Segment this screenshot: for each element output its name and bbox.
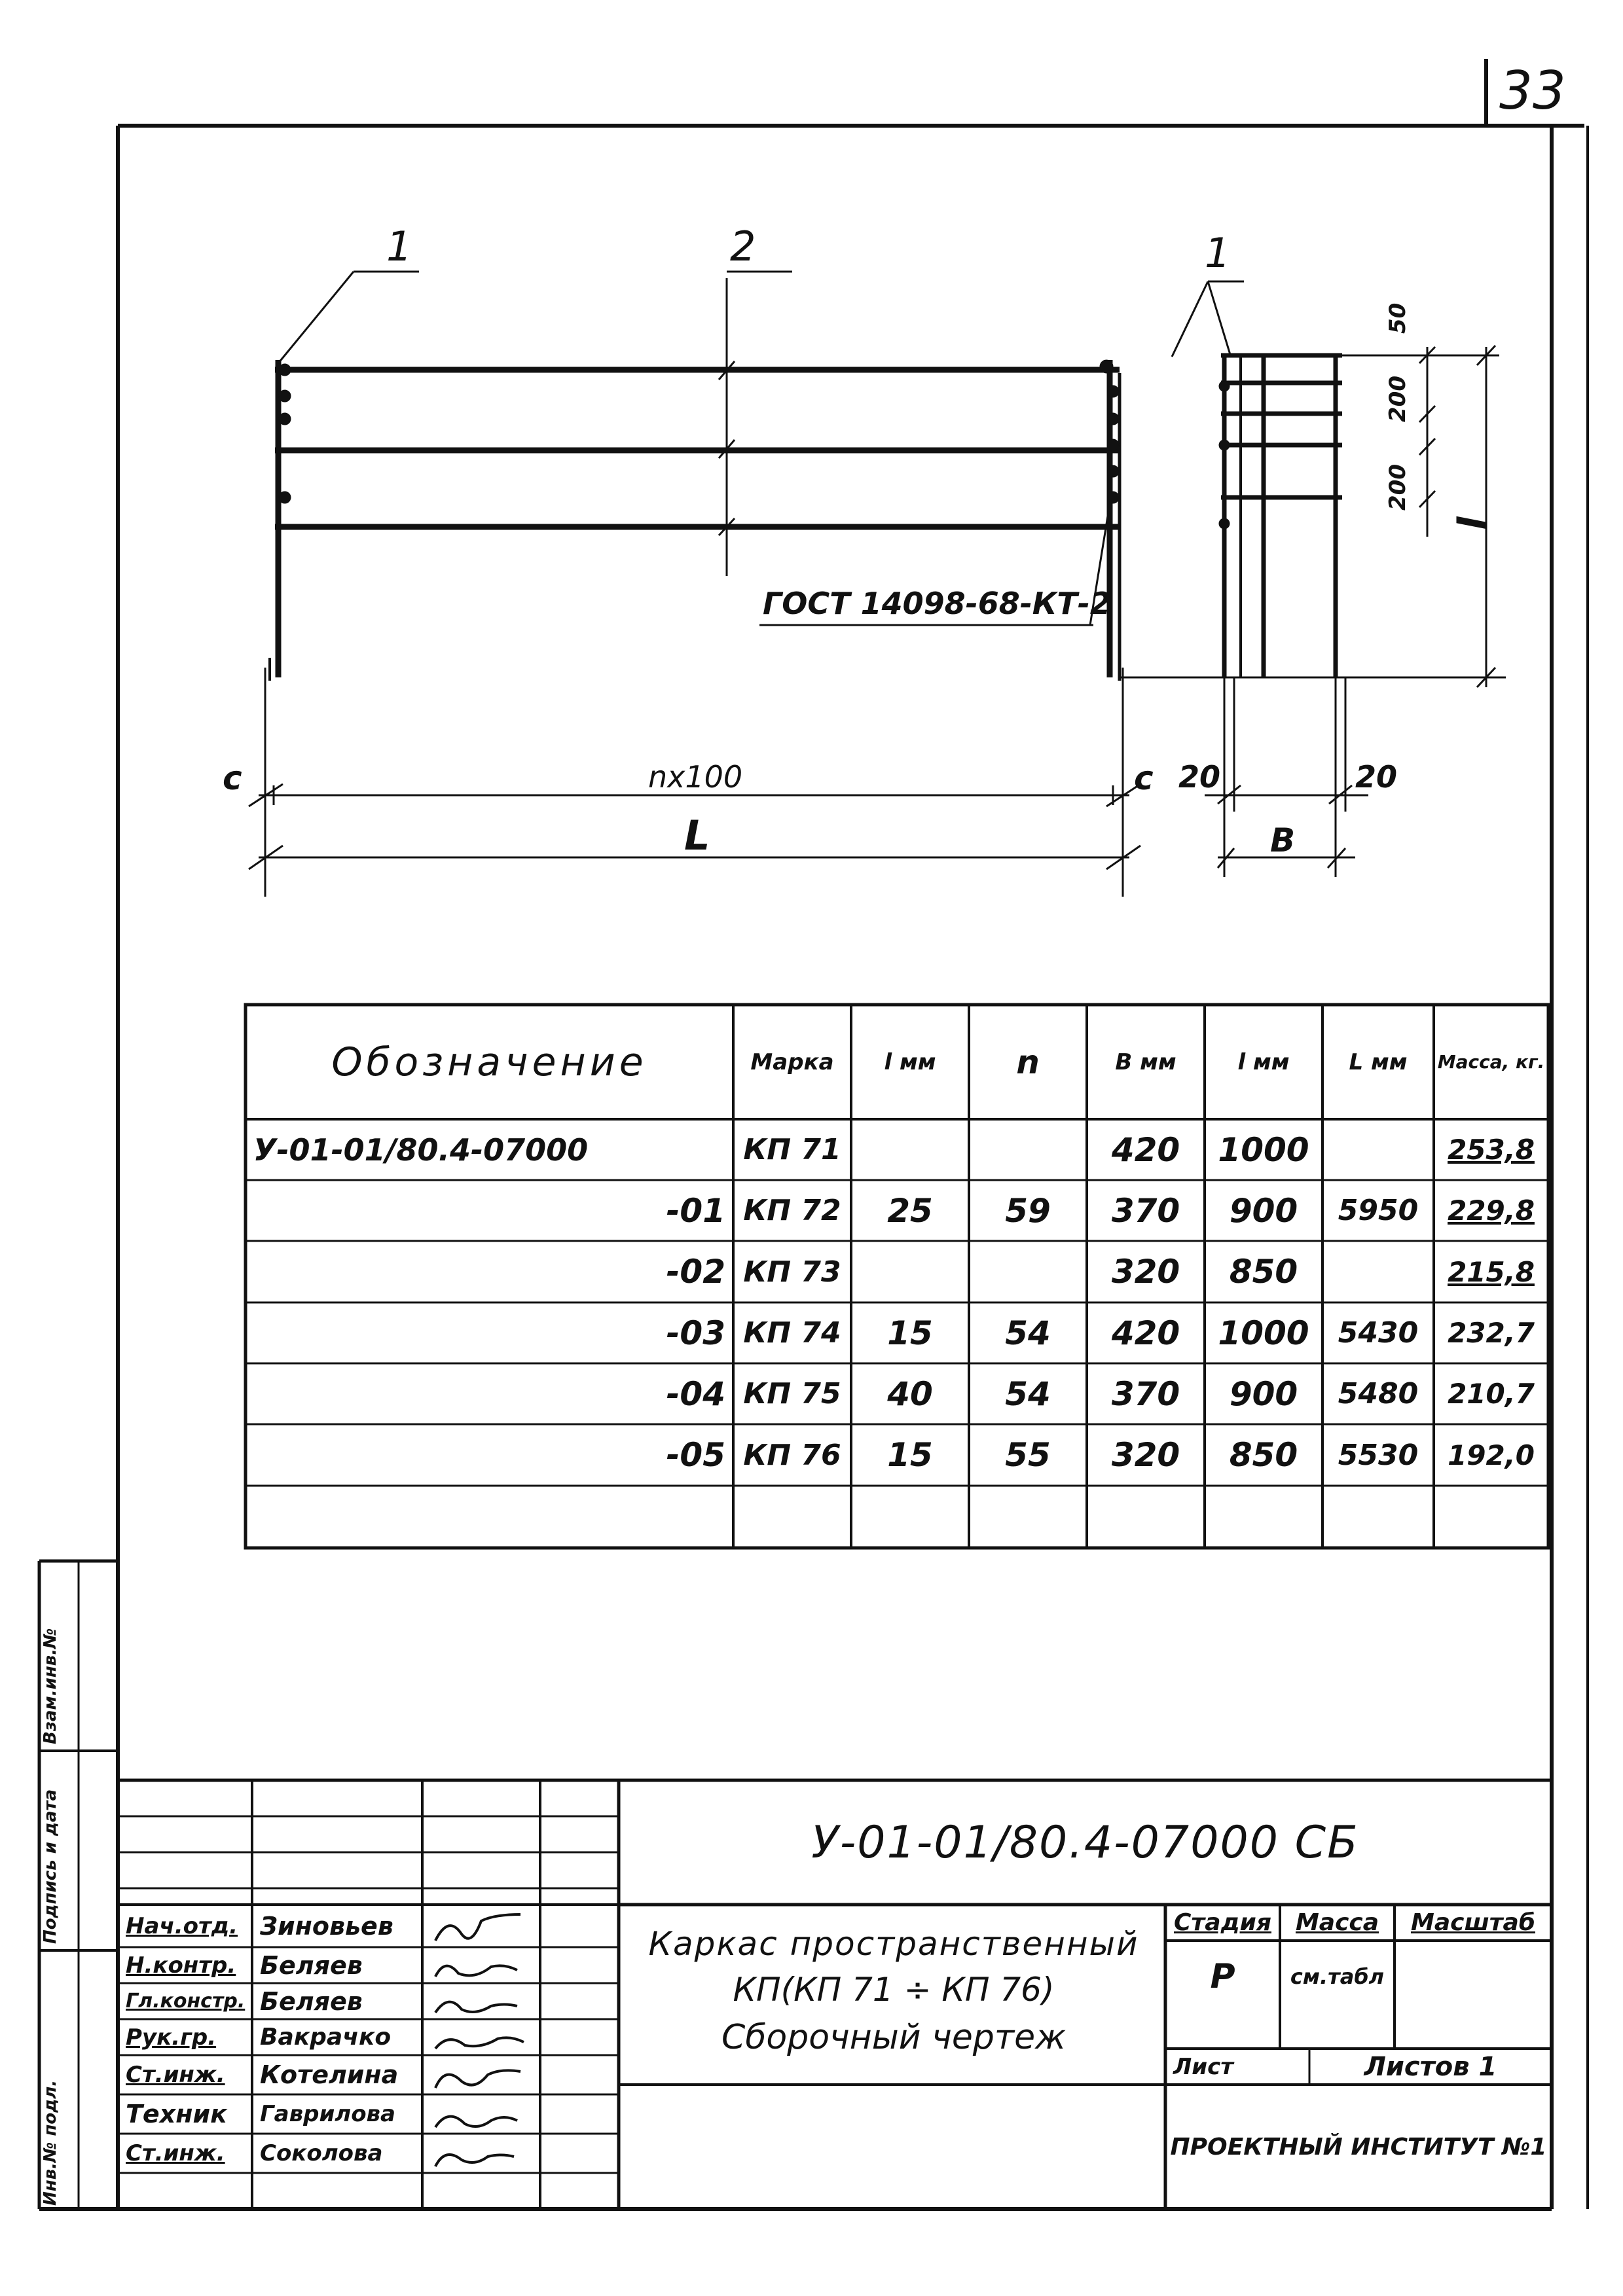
staff-name: Вакрачко — [260, 2024, 392, 2051]
row-b: 420 — [1111, 1130, 1180, 1169]
row-l: 15 — [887, 1436, 933, 1474]
dim-B: B — [1270, 821, 1296, 859]
row-n: 59 — [1005, 1191, 1051, 1230]
row-l2: 900 — [1229, 1191, 1298, 1230]
staff-name: Беляев — [260, 1950, 363, 1980]
staff-name: Гаврилова — [260, 2101, 396, 2127]
institute-name: ПРОЕКТНЫЙ ИНСТИТУТ №1 — [1170, 2133, 1547, 2161]
row-designation: -02 — [666, 1253, 725, 1291]
item-label-2: 2 — [730, 223, 756, 270]
row-mark: КП 73 — [743, 1255, 841, 1289]
row-mark: КП 75 — [743, 1377, 841, 1410]
staff-name: Котелина — [260, 2060, 399, 2089]
staff-role: Ст.инж. — [126, 2140, 225, 2166]
item-label-1-left: 1 — [386, 223, 412, 270]
row-designation: У-01-01/80.4-07000 — [253, 1132, 589, 1168]
side-label-replaced: Взам.инв.№ — [41, 1628, 60, 1744]
row-b: 320 — [1111, 1436, 1180, 1474]
row-mass: 229,8 — [1448, 1194, 1535, 1227]
row-l2: 900 — [1229, 1374, 1298, 1413]
staff-name: Соколова — [260, 2140, 383, 2166]
row-l: 25 — [887, 1191, 933, 1230]
row-n: 55 — [1005, 1436, 1051, 1474]
sheets-label: Листов 1 — [1364, 2051, 1497, 2082]
row-mass: 215,8 — [1448, 1255, 1535, 1288]
page-number: 33 — [1499, 60, 1566, 121]
row-L: 5430 — [1338, 1316, 1419, 1350]
staff-role: Рук.гр. — [126, 2024, 217, 2051]
table-header-designation: Обозначение — [331, 1039, 647, 1085]
side-label-signature: Подпись и дата — [41, 1789, 60, 1944]
row-L: 5480 — [1338, 1377, 1419, 1410]
table-header-L: L мм — [1349, 1049, 1408, 1075]
mass-value: см.табл — [1290, 1964, 1385, 1989]
row-mark: КП 71 — [743, 1133, 841, 1166]
dim-200-b: 200 — [1385, 464, 1411, 511]
stage-value: Р — [1210, 1957, 1235, 1996]
gost-note: ГОСТ 14098-68-КТ-2 — [763, 586, 1111, 621]
row-mark: КП 76 — [743, 1438, 841, 1472]
row-l2: 850 — [1229, 1436, 1298, 1474]
staff-name: Беляев — [260, 1986, 363, 2016]
row-mass: 232,7 — [1448, 1317, 1535, 1349]
table-header-l: l мм — [884, 1049, 936, 1075]
row-b: 320 — [1111, 1253, 1180, 1291]
row-mark: КП 74 — [743, 1316, 841, 1350]
staff-role: Техник — [126, 2100, 227, 2128]
dim-c-left: c — [223, 759, 242, 797]
sheet-label: Лист — [1173, 2053, 1233, 2080]
title-line-2: КП(КП 71 ÷ КП 76) — [733, 1971, 1055, 2009]
row-b: 370 — [1111, 1191, 1180, 1230]
row-mass: 253,8 — [1448, 1134, 1535, 1166]
staff-role: Н.контр. — [126, 1952, 236, 1979]
dim-50: 50 — [1385, 302, 1411, 334]
staff-role: Гл.констр. — [126, 1990, 246, 2013]
mass-label: Масса — [1295, 1909, 1379, 1936]
row-mark: КП 72 — [743, 1194, 841, 1227]
scale-label: Масштаб — [1411, 1909, 1535, 1936]
row-designation: -05 — [666, 1436, 725, 1474]
staff-role: Ст.инж. — [126, 2062, 225, 2088]
row-L: 5530 — [1338, 1438, 1419, 1472]
dim-l-vert: l — [1450, 516, 1496, 530]
dim-20-right: 20 — [1355, 759, 1398, 795]
row-b: 370 — [1111, 1374, 1180, 1413]
row-designation: -01 — [666, 1191, 725, 1230]
dim-200-a: 200 — [1385, 376, 1411, 422]
row-n: 54 — [1005, 1374, 1051, 1413]
row-b: 420 — [1111, 1314, 1180, 1352]
table-header-mass: Масса, кг. — [1437, 1051, 1545, 1073]
table-header-n: n — [1016, 1043, 1040, 1081]
row-l2: 1000 — [1218, 1314, 1309, 1352]
table-header-l2: l мм — [1237, 1049, 1290, 1075]
side-label-inv: Инв.№ подл. — [41, 2079, 60, 2206]
row-l2: 1000 — [1218, 1130, 1309, 1169]
table-header-mark: Марка — [750, 1049, 834, 1075]
stage-label: Стадия — [1174, 1909, 1271, 1936]
row-designation: -03 — [666, 1314, 725, 1352]
row-mass: 192,0 — [1448, 1439, 1535, 1471]
row-l: 40 — [887, 1374, 933, 1413]
staff-role: Нач.отд. — [126, 1912, 238, 1939]
row-mass: 210,7 — [1448, 1378, 1535, 1410]
dim-c-right: c — [1134, 759, 1154, 797]
row-n: 54 — [1005, 1314, 1051, 1352]
item-label-1-right: 1 — [1205, 229, 1231, 277]
row-l2: 850 — [1229, 1253, 1298, 1291]
staff-name: Зиновьев — [260, 1911, 393, 1941]
dim-L: L — [684, 812, 710, 859]
table-header-b: B мм — [1115, 1049, 1176, 1075]
row-l: 15 — [887, 1314, 933, 1352]
doc-code: У-01-01/80.4-07000 СБ — [811, 1816, 1359, 1869]
row-L: 5950 — [1338, 1194, 1419, 1227]
dim-20-left: 20 — [1178, 759, 1221, 795]
row-designation: -04 — [666, 1374, 725, 1413]
dim-spacing: nx100 — [648, 759, 743, 795]
title-line-3: Сборочный чертеж — [721, 2017, 1066, 2057]
title-line-1: Каркас пространственный — [648, 1925, 1139, 1963]
